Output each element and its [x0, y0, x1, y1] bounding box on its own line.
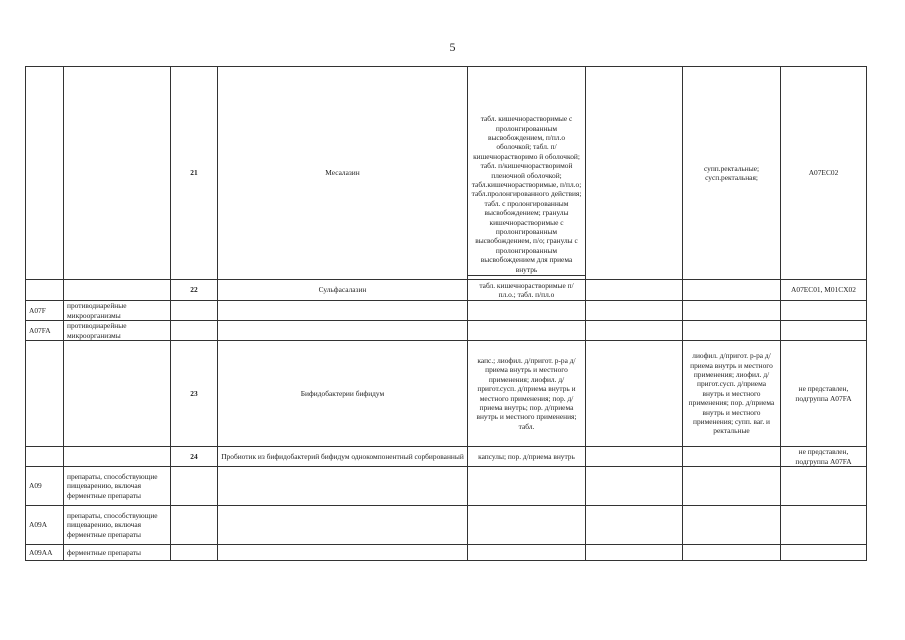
atc-group-name: ферментные препараты [64, 545, 171, 561]
dosage-form [468, 467, 586, 506]
other-dosage-form [683, 280, 781, 301]
other-dosage-form [683, 545, 781, 561]
empty-cell [586, 545, 683, 561]
atc-group-code [26, 67, 64, 280]
item-number: 22 [171, 280, 218, 301]
item-number [171, 321, 218, 341]
atc-group-name [64, 280, 171, 301]
empty-cell [586, 280, 683, 301]
atc-group-code: A09 [26, 467, 64, 506]
table-row [26, 280, 867, 301]
atc-group-name [64, 447, 171, 467]
atc-group-code: A07FA [26, 321, 64, 341]
item-number [171, 467, 218, 506]
drug-list-table [25, 66, 867, 561]
other-dosage-form [683, 506, 781, 545]
dosage-form: капс.; лиофил. д/пригот. р-ра д/приема внутрь и местного применения; лиофил. д/пригот.сусп. д/приема внутрь и местного применения; пор. д/приема внутрь; пор. д/приема внутрь и местного применения; табл. [468, 341, 586, 447]
atc-group-code: A07F [26, 301, 64, 321]
empty-cell [586, 321, 683, 341]
dosage-form [468, 321, 586, 341]
atc-group-code: A09A [26, 506, 64, 545]
dosage-form: табл. кишечнорастворимые с пролонгированным высвобождением, п/пл.о оболочкой; табл. п/кишечнорастворимо й оболочкой; табл. п/кишечнорастворимой пленочной оболочкой; табл.кишечнорастворимые, п/пл.о; табл.пролонгированного действия; табл. с пролонгированным высвобождением; гранулы кишечнорастворимые с пролонгированным высвобождением, п/о; гранулы с пролонгированным высвобождением для приема внутрь [468, 114, 585, 276]
table-row [26, 67, 867, 280]
dosage-form: табл. кишечнорастворимые п/пл.о.; табл. п/пл.о [468, 280, 586, 301]
dosage-form [468, 301, 586, 321]
other-dosage-form [683, 467, 781, 506]
atc-code: A07EC02 [781, 67, 867, 280]
item-number [171, 506, 218, 545]
other-dosage-form [683, 447, 781, 467]
item-number: 24 [171, 447, 218, 467]
drug-name: Сульфасалазин [218, 280, 468, 301]
drug-name: Месалазин [218, 67, 468, 280]
empty-cell [586, 67, 683, 280]
table-row [26, 467, 867, 506]
drug-name [218, 467, 468, 506]
atc-group-code [26, 447, 64, 467]
atc-code: не представлен, подгруппа A07FA [781, 447, 867, 467]
item-number [171, 301, 218, 321]
dosage-form [468, 506, 586, 545]
drug-name [218, 506, 468, 545]
other-dosage-form: супп.ректальные; сусп.ректальная; [683, 67, 781, 280]
other-dosage-form: лиофил. д/пригот. р-ра д/приема внутрь и местного применения; лиофил. д/пригот.сусп. д/приема внутрь и местного применения; пор. д/приема внутрь и местного применения; супп. ваг. и ректальные [683, 341, 781, 447]
other-dosage-form [683, 321, 781, 341]
atc-group-name: препараты, способствующие пищеварению, включая ферментные препараты [64, 467, 171, 506]
page-number: 5 [449, 40, 456, 54]
dosage-form-cell [468, 67, 586, 280]
empty-cell [586, 301, 683, 321]
drug-name [218, 545, 468, 561]
table-row [26, 447, 867, 467]
empty-cell [586, 341, 683, 447]
table-row [26, 545, 867, 561]
table-row [26, 506, 867, 545]
empty-cell [586, 447, 683, 467]
atc-code [781, 545, 867, 561]
atc-code [781, 301, 867, 321]
atc-code [781, 467, 867, 506]
atc-code: A07EC01, M01CX02 [781, 280, 867, 301]
empty-cell [586, 467, 683, 506]
other-dosage-form [683, 301, 781, 321]
dosage-form: капсулы; пор. д/приема внутрь [468, 447, 586, 467]
drug-name [218, 321, 468, 341]
item-number: 21 [171, 67, 218, 280]
empty-cell [586, 506, 683, 545]
table-row [26, 341, 867, 447]
atc-group-name: препараты, способствующие пищеварению, включая ферментные препараты [64, 506, 171, 545]
atc-group-code: A09AA [26, 545, 64, 561]
drug-name [218, 301, 468, 321]
atc-group-name: противодиарейные микроорганизмы [64, 321, 171, 341]
drug-name: Бифидобактерии бифидум [218, 341, 468, 447]
atc-group-name [64, 67, 171, 280]
table-row [26, 301, 867, 321]
table-row [26, 321, 867, 341]
drug-name: Пробиотик из бифидобактерий бифидум однокомпонентный сорбированный [218, 447, 468, 467]
atc-group-name: противодиарейные микроорганизмы [64, 301, 171, 321]
item-number: 23 [171, 341, 218, 447]
atc-code: не представлен, подгруппа A07FA [781, 341, 867, 447]
atc-group-code [26, 341, 64, 447]
atc-code [781, 321, 867, 341]
atc-code [781, 506, 867, 545]
atc-group-name [64, 341, 171, 447]
item-number [171, 545, 218, 561]
atc-group-code [26, 280, 64, 301]
dosage-form [468, 545, 586, 561]
